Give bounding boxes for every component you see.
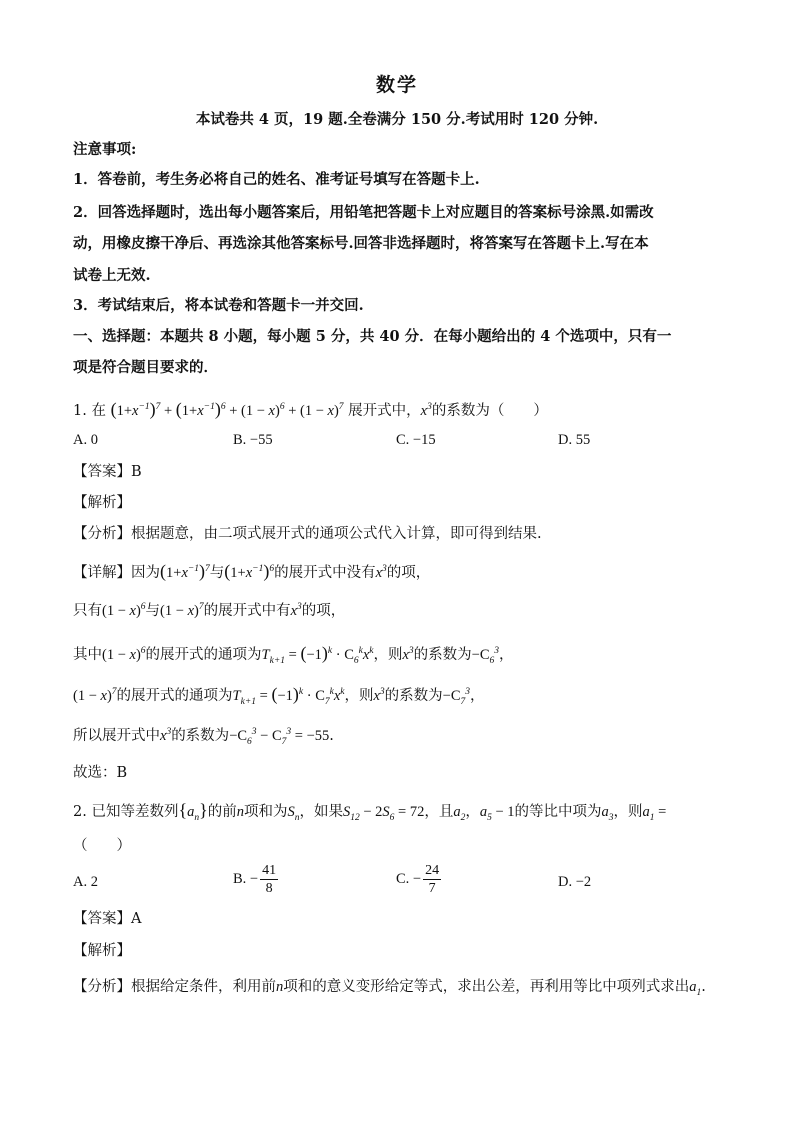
question-text: 2. 已知等差数列	[73, 804, 179, 820]
analysis-label: 【解析】	[73, 943, 131, 959]
detail-text: 的项，	[301, 603, 346, 619]
detail-text: 其中	[73, 647, 102, 663]
option-d: D. −2	[558, 874, 592, 890]
fraction	[260, 862, 278, 897]
detail-text: 的系数为	[413, 647, 472, 663]
option-c: C. −15	[396, 432, 436, 448]
formula: $(1 - x)^7$	[73, 687, 117, 704]
page-title: 数学	[375, 74, 418, 96]
analysis-part: 【分析】根据给定条件，利用前	[73, 979, 276, 995]
formula: $-C_6^3 - C_7^3 = -55$	[229, 727, 330, 747]
question-text: 的系数为（ ）	[431, 403, 548, 419]
notice-item: 2．回答选择题时，选出每小题答案后，用铅笔把答题卡上对应题目的答案标号涂黑.如需改	[73, 204, 654, 221]
formula: $a_1$ =	[642, 804, 667, 823]
conclusion: 故选：B	[73, 765, 128, 781]
option-a: A. 2	[73, 874, 98, 890]
numerator: 24	[425, 863, 440, 878]
notice-heading: 注意事项:	[73, 141, 137, 158]
option-b: B. −55	[233, 432, 273, 448]
detail-text: 的展开式中没有	[274, 565, 376, 581]
detail-text: 与	[145, 603, 161, 619]
denominator: 7	[428, 881, 436, 896]
option-c	[396, 862, 441, 897]
formula: $x^3$	[160, 727, 172, 744]
question-text: ，且	[424, 804, 454, 820]
question-number: 1. 在	[73, 403, 106, 419]
exam-subtitle: 本试卷共 4 页，19 题.全卷满分 150 分.考试用时 120 分钟.	[195, 111, 599, 128]
formula: $T_{k+1} = (-1)^k \cdot C_7^kx^k$	[232, 684, 345, 707]
notice-item: 试卷上无效.	[73, 267, 151, 284]
detail-text: 的项，	[386, 565, 431, 581]
formula: $x^3$	[373, 687, 385, 704]
formula: $\{a_n\}$	[178, 800, 208, 823]
formula: $-C_7^3$	[442, 687, 471, 707]
option-a: A. 0	[73, 432, 98, 448]
answer-label: 【答案】A	[73, 911, 142, 927]
option-d: D. 55	[558, 432, 591, 448]
formula: $(1+x^{-1})^7 + (1+x^{-1})^6 + (1 - x)^6 + (1 - x)^7$	[110, 399, 344, 419]
notice-item: 3．考试结束后，将本试卷和答题卡一并交回.	[73, 297, 364, 314]
formula: $a_3$	[601, 804, 614, 823]
notice-item: 1．答卷前，考生务必将自己的姓名、准考证号填写在答题卡上.	[73, 171, 480, 188]
formula: $x^3$	[290, 602, 302, 619]
detail-line: 所以展开式中$x^3$的系数为$-C_6^3 - C_7^3 = -55$.	[73, 727, 334, 747]
formula: $(1+x^{-1})^6$	[224, 561, 275, 581]
detail-text: 的展开式中有	[203, 603, 291, 619]
formula: $a_1$	[689, 979, 702, 998]
formula: n	[236, 804, 244, 820]
formula: n	[276, 979, 284, 995]
question-text: 项和为	[243, 804, 288, 820]
analysis-label: 【解析】	[73, 495, 131, 511]
formula: $(1+x^{-1})^7$	[160, 561, 210, 581]
detail-line	[73, 601, 345, 621]
formula: $S_n$	[287, 804, 300, 823]
formula: $-C_6^3$	[471, 646, 500, 666]
analysis-text: 【分析】根据给定条件，利用前n项和的意义变形给定等式，求出公差，再利用等比中项列式求出$a_1$.	[73, 979, 706, 998]
formula: $x^3$	[420, 402, 432, 419]
notice-item: 动，用橡皮擦干净后、再选涂其他答案标号.回答非选择题时，将答案写在答题卡上.写在本	[73, 235, 649, 252]
denominator: 8	[265, 881, 273, 896]
question-2	[73, 800, 666, 822]
section-heading: 一、选择题：本题共 8 小题，每小题 5 分，共 40 分．在每小题给出的 4 个选项中，只有一	[73, 328, 672, 345]
question-text: ，则	[613, 804, 643, 820]
section-heading: 项是符合题目要求的．	[73, 359, 218, 376]
detail-line: 其中$(1 - x)^6$的展开式的通项为$T_{k+1} = (-1)^k \cdot C_6^kx^k$，则$x^3$的系数为$-C_6^3$，	[73, 643, 514, 666]
formula: $a_2$，$a_5 - 1$	[453, 804, 515, 823]
question-paren: （ ）	[73, 838, 131, 854]
detail-text: 的展开式的通项为	[145, 647, 262, 663]
detail-text: 与	[209, 565, 225, 581]
detail-text: ，则	[373, 647, 403, 663]
analysis-text: 【分析】根据题意，由二项式展开式的通项公式代入计算，即可得到结果.	[73, 526, 542, 542]
formula: $(1 - x)^6$	[102, 602, 146, 619]
detail-text: ，则	[344, 688, 374, 704]
option-b	[233, 862, 278, 897]
formula: $(1 - x)^6$	[102, 646, 146, 663]
question-text: 展开式中，	[348, 403, 421, 419]
detail-text: 所以展开式中	[73, 728, 160, 744]
option-label: B. −	[233, 870, 259, 887]
formula: $x^3$	[375, 564, 387, 581]
formula: $x^3$	[402, 646, 414, 663]
detail-text: 的展开式的通项为	[116, 688, 233, 704]
question-text: 的等比中项为	[514, 804, 602, 820]
detail-line: $(1 - x)^7$的展开式的通项为$T_{k+1} = (-1)^k \cdot C_7^kx^k$，则$x^3$的系数为$-C_7^3$，	[73, 684, 485, 707]
question-text: 的前	[207, 804, 237, 820]
formula: $(1 - x)^7$	[160, 602, 204, 619]
formula: $T_{k+1} = (-1)^k \cdot C_6^kx^k$	[261, 643, 374, 666]
detail-line	[73, 561, 430, 583]
question-text: ，如果	[299, 804, 343, 820]
analysis-part: 项和的意义变形给定等式，求出公差，再利用等比中项列式求出	[283, 979, 690, 995]
option-label: C. −	[396, 870, 422, 887]
detail-text: 【详解】因为	[73, 565, 160, 581]
detail-text: 的系数为	[384, 688, 443, 704]
answer-label: 【答案】B	[73, 464, 142, 480]
formula: $S_{12} - 2S_6 = 72$	[342, 804, 425, 823]
numerator: 41	[262, 863, 277, 878]
question-1	[73, 399, 548, 421]
fraction	[423, 862, 441, 897]
detail-text: 的系数为	[171, 728, 230, 744]
detail-text: 只有	[73, 603, 102, 619]
